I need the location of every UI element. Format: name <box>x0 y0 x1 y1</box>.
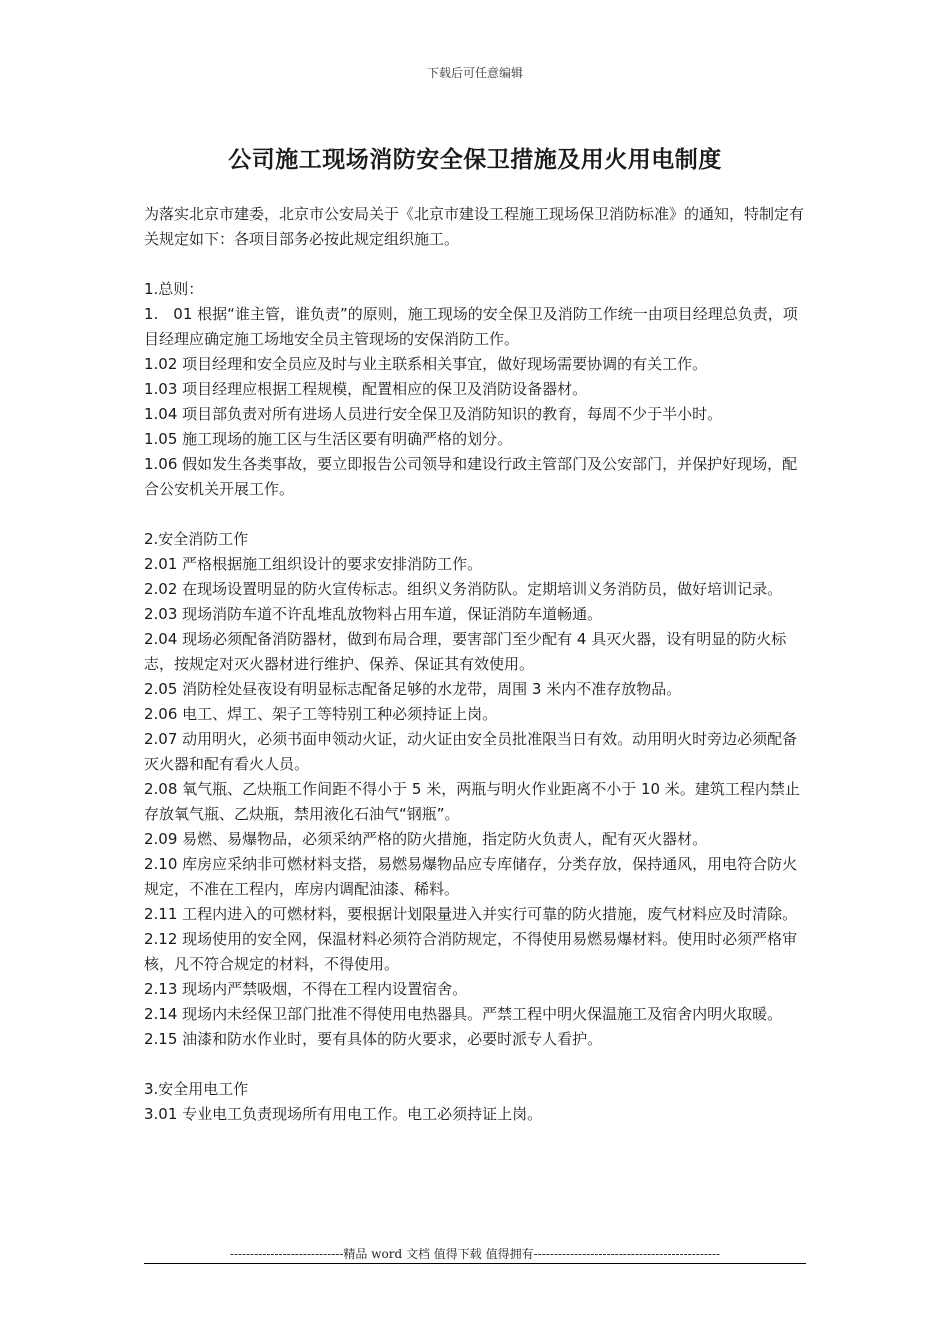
document-body <box>144 202 812 1127</box>
section-1-item: 1.03 项目经理应根据工程规模，配置相应的保卫及消防设备器材。 <box>144 380 588 398</box>
section-3-heading: 3.安全用电工作 <box>144 1080 249 1098</box>
section-2-item: 2.11 工程内进入的可燃材料，要根据计划限量进入并实行可靠的防火措施，废气材料应及时清除。 <box>144 905 798 923</box>
section-2-item: 2.13 现场内严禁吸烟，不得在工程内设置宿舍。 <box>144 980 468 998</box>
section-2-item: 2.15 油漆和防水作业时，要有具体的防火要求，必要时派专人看护。 <box>144 1030 603 1048</box>
section-1-item: 1. 01 根据“谁主管，谁负责”的原则，施工现场的安全保卫及消防工作统一由项目经理总负责，项目经理应确定施工场地安全员主管现场的安保消防工作。 <box>144 305 798 348</box>
section-2-heading: 2.安全消防工作 <box>144 530 249 548</box>
section-2-item: 2.08 氧气瓶、乙炔瓶工作间距不得小于 5 米，两瓶与明火作业距离不小于 10 米。建筑工程内禁止存放氧气瓶、乙炔瓶，禁用液化石油气“钢瓶”。 <box>144 780 800 823</box>
section-2-item: 2.09 易燃、易爆物品，必须采纳严格的防火措施，指定防火负责人，配有灭火器材。 <box>144 830 708 848</box>
section-2-item: 2.03 现场消防车道不许乱堆乱放物料占用车道，保证消防车道畅通。 <box>144 605 603 623</box>
section-1-item: 1.04 项目部负责对所有进场人员进行安全保卫及消防知识的教育，每周不少于半小时。 <box>144 405 723 423</box>
document-title: 公司施工现场消防安全保卫措施及用火用电制度 <box>228 147 722 173</box>
section-2-item: 2.14 现场内未经保卫部门批准不得使用电热器具。严禁工程中明火保温施工及宿舍内明火取暖。 <box>144 1005 783 1023</box>
section-2-item: 2.02 在现场设置明显的防火宣传标志。组织义务消防队。定期培训义务消防员，做好培训记录。 <box>144 580 783 598</box>
section-1-item: 1.02 项目经理和安全员应及时与业主联系相关事宜，做好现场需要协调的有关工作。 <box>144 355 708 373</box>
section-2-item: 2.10 库房应采纳非可燃材料支搭，易燃易爆物品应专库储存，分类存放，保持通风，用电符合防火规定，不准在工程内，库房内调配油漆、稀料。 <box>144 855 798 898</box>
section-1-item: 1.05 施工现场的施工区与生活区要有明确严格的划分。 <box>144 430 513 448</box>
section-1-item: 1.06 假如发生各类事故，要立即报告公司领导和建设行政主管部门及公安部门，并保护好现场，配合公安机关开展工作。 <box>144 455 798 498</box>
header-note: 下载后可任意编辑 <box>426 66 523 80</box>
section-2-item: 2.12 现场使用的安全网，保温材料必须符合消防规定，不得使用易燃易爆材料。使用时必须严格审核，凡不符合规定的材料，不得使用。 <box>144 930 798 973</box>
intro-paragraph: 为落实北京市建委，北京市公安局关于《北京市建设工程施工现场保卫消防标准》的通知，特制定有关规定如下：各项目部务必按此规定组织施工。 <box>144 205 805 248</box>
footer-note: ----------------------------精品 word 文档 值得下载 值得拥有---------------------------------------------- <box>229 1247 721 1261</box>
section-2-item: 2.01 严格根据施工组织设计的要求安排消防工作。 <box>144 555 483 573</box>
section-1-heading: 1.总则： <box>144 280 204 298</box>
section-3-item: 3.01 专业电工负责现场所有用电工作。电工必须持证上岗。 <box>144 1105 543 1123</box>
section-2-item: 2.05 消防栓处昼夜设有明显标志配备足够的水龙带，周围 3 米内不准存放物品。 <box>144 680 682 698</box>
section-2-item: 2.04 现场必须配备消防器材，做到布局合理，要害部门至少配有 4 具灭火器，设有明显的防火标志，按规定对灭火器材进行维护、保养、保证其有效使用。 <box>144 630 787 673</box>
section-2-item: 2.06 电工、焊工、架子工等特别工种必须持证上岗。 <box>144 705 498 723</box>
footer-divider <box>144 1263 806 1264</box>
section-2-item: 2.07 动用明火，必须书面申领动火证，动火证由安全员批准限当日有效。动用明火时旁边必须配备灭火器和配有看火人员。 <box>144 730 798 773</box>
